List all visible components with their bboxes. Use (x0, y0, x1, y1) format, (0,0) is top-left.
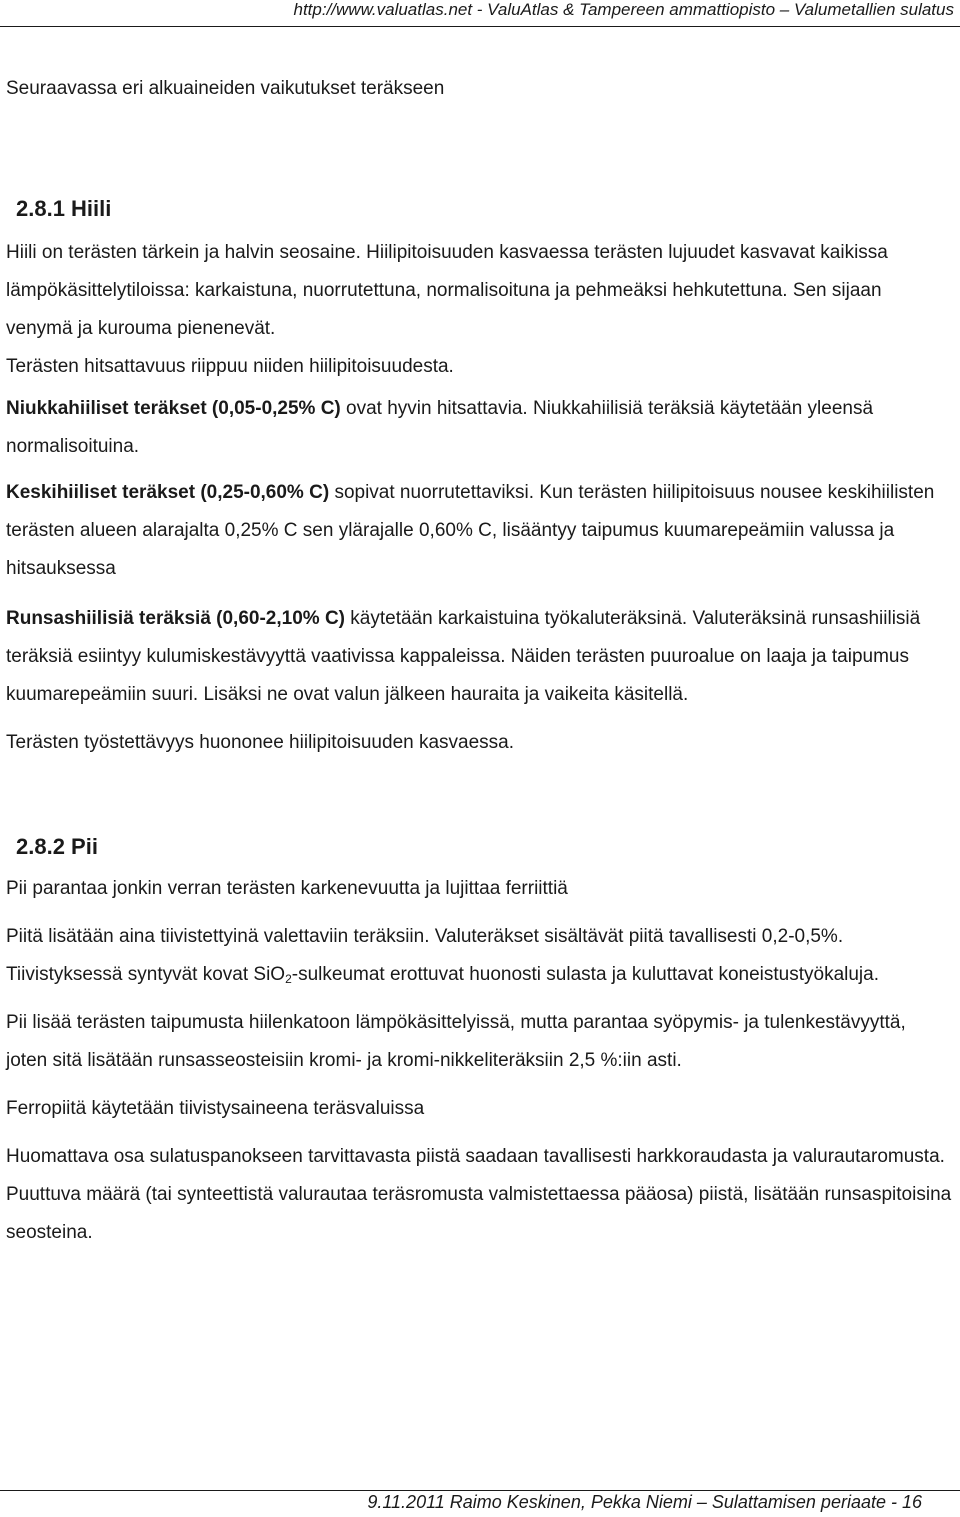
pii-paragraph-5: Huomattava osa sulatuspanokseen tarvittavasta piistä saadaan tavallisesti harkkoraudasta ja valurautaromusta. Puuttuva määrä (tai synteettistä valurautaa teräsromusta valmistettaessa pääosa) piistä, lisätään runsaspitoisina seosteina. (6, 1146, 952, 1243)
document-body (6, 70, 952, 1252)
hiili-paragraph-1: Hiili on terästen tärkein ja halvin seosaine. Hiilipitoisuuden kasvaessa terästen lujuudet kasvavat kaikissa lämpökäsittelytiloissa: karkaistuna, nuorrutettuna, normalisoituna ja pehmeäksi hehkutettuna. Sen sijaan venymä ja kurouma pienenevät. (6, 242, 888, 339)
page-header: http://www.valuatlas.net - ValuAtlas & Tampereen ammattiopisto – Valumetallien sulatus (293, 0, 954, 19)
runsashiilisia-term: Runsashiilisiä teräksiä (0,60-2,10% C) (6, 608, 345, 629)
pii-paragraph-2 (6, 918, 952, 994)
pii-paragraph-3: Pii lisää terästen taipumusta hiilenkatoon lämpökäsittelyissä, mutta parantaa syöpymis- ja tulenkestävyyttä, joten sitä lisätään runsasseosteisiin kromi- ja kromi-nikkeliteräksiin 2,5 %:iin asti. (6, 1012, 906, 1071)
intro-text: Seuraavassa eri alkuaineiden vaikutukset teräkseen (6, 78, 445, 99)
hiili-paragraph-2: Terästen hitsattavuus riippuu niiden hiilipitoisuudesta. (6, 356, 454, 377)
niukkahiiliset-term: Niukkahiiliset teräkset (0,05-0,25% C) (6, 398, 341, 419)
niukkahiiliset-text: ovat hyvin hitsattavia. Niukkahiilisiä teräksiä käytetään yleensä normalisoituina. (6, 398, 874, 457)
pii-paragraph-2-subscript: 2 (285, 972, 292, 986)
keskihiiliset-text: sopivat nuorrutettaviksi. Kun terästen hiilipitoisuus nousee keskihiilisten terästen alueen alarajalta 0,25% C sen ylärajalle 0,60% C, lisääntyy taipumus kuumarepeämiin valussa ja hitsauksessa (6, 482, 935, 579)
hiili-paragraph-3 (6, 390, 952, 466)
hiili-paragraph-6: Terästen työstettävyys huononee hiilipitoisuuden kasvaessa. (6, 732, 515, 753)
section-heading-hiili: 2.8.1 Hiili (16, 196, 112, 221)
hiili-paragraph-5 (6, 600, 952, 714)
header-rule (0, 26, 960, 27)
pii-paragraph-2-part-a: Piitä lisätään aina tiivistettyinä valettaviin teräksiin. Valuteräkset sisältävät piitä tavallisesti 0,2-0,5%. Tiivistyksessä syntyvät kovat SiO (6, 926, 844, 985)
pii-paragraph-1: Pii parantaa jonkin verran terästen karkenevuutta ja lujittaa ferriittiä (6, 878, 568, 899)
keskihiiliset-term: Keskihiiliset teräkset (0,25-0,60% C) (6, 482, 330, 503)
footer-rule (0, 1490, 960, 1491)
pii-paragraph-4: Ferropiitä käytetään tiivistysaineena teräsvaluissa (6, 1098, 425, 1119)
hiili-paragraph-4 (6, 474, 952, 588)
pii-paragraph-2-part-b: -sulkeumat erottuvat huonosti sulasta ja kuluttavat koneistustyökaluja. (291, 964, 879, 985)
runsashiilisia-text: käytetään karkaistuina työkaluteräksinä. Valuteräksinä runsashiilisiä teräksiä esiintyy kulumiskestävyyttä vaativissa kappaleissa. Näiden terästen puuroalue on laaja ja taipumus kuumarepeämiin suuri. Lisäksi ne ovat valun jälkeen hauraita ja vaikeita käsitellä. (6, 608, 921, 705)
section-heading-pii: 2.8.2 Pii (16, 834, 98, 859)
page-footer: 9.11.2011 Raimo Keskinen, Pekka Niemi – Sulattamisen periaate - 16 (367, 1492, 922, 1512)
